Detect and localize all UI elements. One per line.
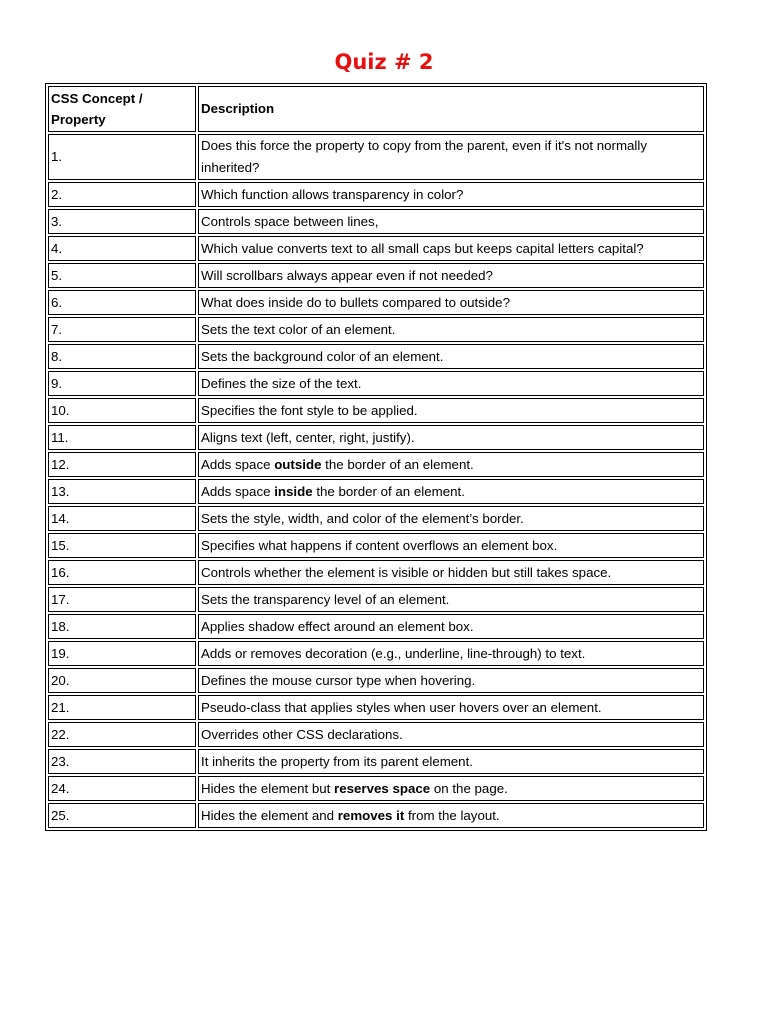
question-number: 23. bbox=[48, 749, 196, 774]
question-description bbox=[198, 587, 704, 612]
table-row bbox=[48, 425, 704, 450]
question-number: 11. bbox=[48, 425, 196, 450]
description-text: Specifies what happens if content overflows an element box. bbox=[201, 538, 558, 553]
description-text: on the page. bbox=[430, 781, 508, 796]
question-number: 24. bbox=[48, 776, 196, 801]
question-description bbox=[198, 290, 704, 315]
question-number: 3. bbox=[48, 209, 196, 234]
question-description bbox=[198, 317, 704, 342]
emphasis-text: inside bbox=[274, 484, 313, 499]
question-number: 21. bbox=[48, 695, 196, 720]
question-number: 13. bbox=[48, 479, 196, 504]
table-row bbox=[48, 452, 704, 477]
table-row bbox=[48, 290, 704, 315]
question-description bbox=[198, 641, 704, 666]
question-number: 16. bbox=[48, 560, 196, 585]
table-row bbox=[48, 479, 704, 504]
question-number: 25. bbox=[48, 803, 196, 828]
question-description bbox=[198, 776, 704, 801]
table-row bbox=[48, 209, 704, 234]
table-row bbox=[48, 533, 704, 558]
description-text: Which value converts text to all small caps but keeps capital letters capital? bbox=[201, 241, 644, 256]
question-description bbox=[198, 425, 704, 450]
table-row bbox=[48, 803, 704, 828]
table-row bbox=[48, 722, 704, 747]
description-text: from the layout. bbox=[404, 808, 500, 823]
description-text: Will scrollbars always appear even if not needed? bbox=[201, 268, 493, 283]
description-text: Adds or removes decoration (e.g., underline, line-through) to text. bbox=[201, 646, 586, 661]
question-number: 15. bbox=[48, 533, 196, 558]
header-description: Description bbox=[198, 86, 704, 132]
question-number: 7. bbox=[48, 317, 196, 342]
question-description bbox=[198, 263, 704, 288]
question-description bbox=[198, 344, 704, 369]
question-description bbox=[198, 506, 704, 531]
description-text: Sets the style, width, and color of the element’s border. bbox=[201, 511, 524, 526]
description-text: Hides the element but bbox=[201, 781, 335, 796]
question-number: 19. bbox=[48, 641, 196, 666]
description-text: Hides the element and bbox=[201, 808, 338, 823]
description-text: Sets the background color of an element. bbox=[201, 349, 444, 364]
question-description bbox=[198, 371, 704, 396]
question-description bbox=[198, 695, 704, 720]
description-text: Sets the transparency level of an element. bbox=[201, 592, 450, 607]
table-row bbox=[48, 344, 704, 369]
question-number: 12. bbox=[48, 452, 196, 477]
question-description bbox=[198, 182, 704, 207]
table-header-row bbox=[48, 86, 704, 132]
question-number: 4. bbox=[48, 236, 196, 261]
description-text: Defines the mouse cursor type when hovering. bbox=[201, 673, 476, 688]
description-text: Which function allows transparency in color? bbox=[201, 187, 464, 202]
question-description bbox=[198, 749, 704, 774]
description-text: Does this force the property to copy from the parent, even if it's not normally inherited? bbox=[201, 138, 647, 175]
table-row bbox=[48, 398, 704, 423]
header-concept: CSS Concept / Property bbox=[48, 86, 196, 132]
table-row bbox=[48, 263, 704, 288]
question-description bbox=[198, 803, 704, 828]
table-row bbox=[48, 317, 704, 342]
question-description bbox=[198, 134, 704, 180]
quiz-table-body bbox=[48, 86, 704, 828]
description-text: Adds space bbox=[201, 457, 275, 472]
description-text: Pseudo-class that applies styles when user hovers over an element. bbox=[201, 700, 602, 715]
question-description bbox=[198, 722, 704, 747]
question-description bbox=[198, 479, 704, 504]
question-number: 18. bbox=[48, 614, 196, 639]
question-number: 6. bbox=[48, 290, 196, 315]
table-row bbox=[48, 182, 704, 207]
question-description bbox=[198, 209, 704, 234]
description-text: What does inside do to bullets compared to outside? bbox=[201, 295, 510, 310]
question-description bbox=[198, 560, 704, 585]
description-text: Sets the text color of an element. bbox=[201, 322, 396, 337]
table-row bbox=[48, 641, 704, 666]
description-text: Controls whether the element is visible or hidden but still takes space. bbox=[201, 565, 612, 580]
question-description bbox=[198, 398, 704, 423]
question-number: 14. bbox=[48, 506, 196, 531]
question-number: 10. bbox=[48, 398, 196, 423]
table-row bbox=[48, 668, 704, 693]
question-number: 9. bbox=[48, 371, 196, 396]
table-row bbox=[48, 560, 704, 585]
table-row bbox=[48, 695, 704, 720]
description-text: Specifies the font style to be applied. bbox=[201, 403, 418, 418]
table-row bbox=[48, 749, 704, 774]
question-description bbox=[198, 533, 704, 558]
question-number: 17. bbox=[48, 587, 196, 612]
emphasis-text: removes it bbox=[337, 808, 405, 823]
quiz-table bbox=[45, 83, 707, 831]
question-description bbox=[198, 614, 704, 639]
question-number: 20. bbox=[48, 668, 196, 693]
table-row bbox=[48, 776, 704, 801]
question-number: 8. bbox=[48, 344, 196, 369]
table-row bbox=[48, 371, 704, 396]
description-text: Overrides other CSS declarations. bbox=[201, 727, 403, 742]
question-description bbox=[198, 668, 704, 693]
description-text: the border of an element. bbox=[321, 457, 474, 472]
question-number: 2. bbox=[48, 182, 196, 207]
table-row bbox=[48, 236, 704, 261]
question-number: 1. bbox=[48, 134, 196, 180]
description-text: It inherits the property from its parent element. bbox=[201, 754, 473, 769]
table-row bbox=[48, 134, 704, 180]
question-description bbox=[198, 236, 704, 261]
description-text: Controls space between lines, bbox=[201, 214, 379, 229]
table-row bbox=[48, 506, 704, 531]
description-text: Aligns text (left, center, right, justify). bbox=[201, 430, 415, 445]
description-text: the border of an element. bbox=[312, 484, 465, 499]
emphasis-text: outside bbox=[274, 457, 322, 472]
question-number: 5. bbox=[48, 263, 196, 288]
question-number: 22. bbox=[48, 722, 196, 747]
description-text: Defines the size of the text. bbox=[201, 376, 362, 391]
description-text: Adds space bbox=[201, 484, 275, 499]
table-row bbox=[48, 614, 704, 639]
table-row bbox=[48, 587, 704, 612]
question-description bbox=[198, 452, 704, 477]
description-text: Applies shadow effect around an element box. bbox=[201, 619, 474, 634]
page-title: Quiz # 2 bbox=[334, 50, 434, 74]
emphasis-text: reserves space bbox=[334, 781, 431, 796]
